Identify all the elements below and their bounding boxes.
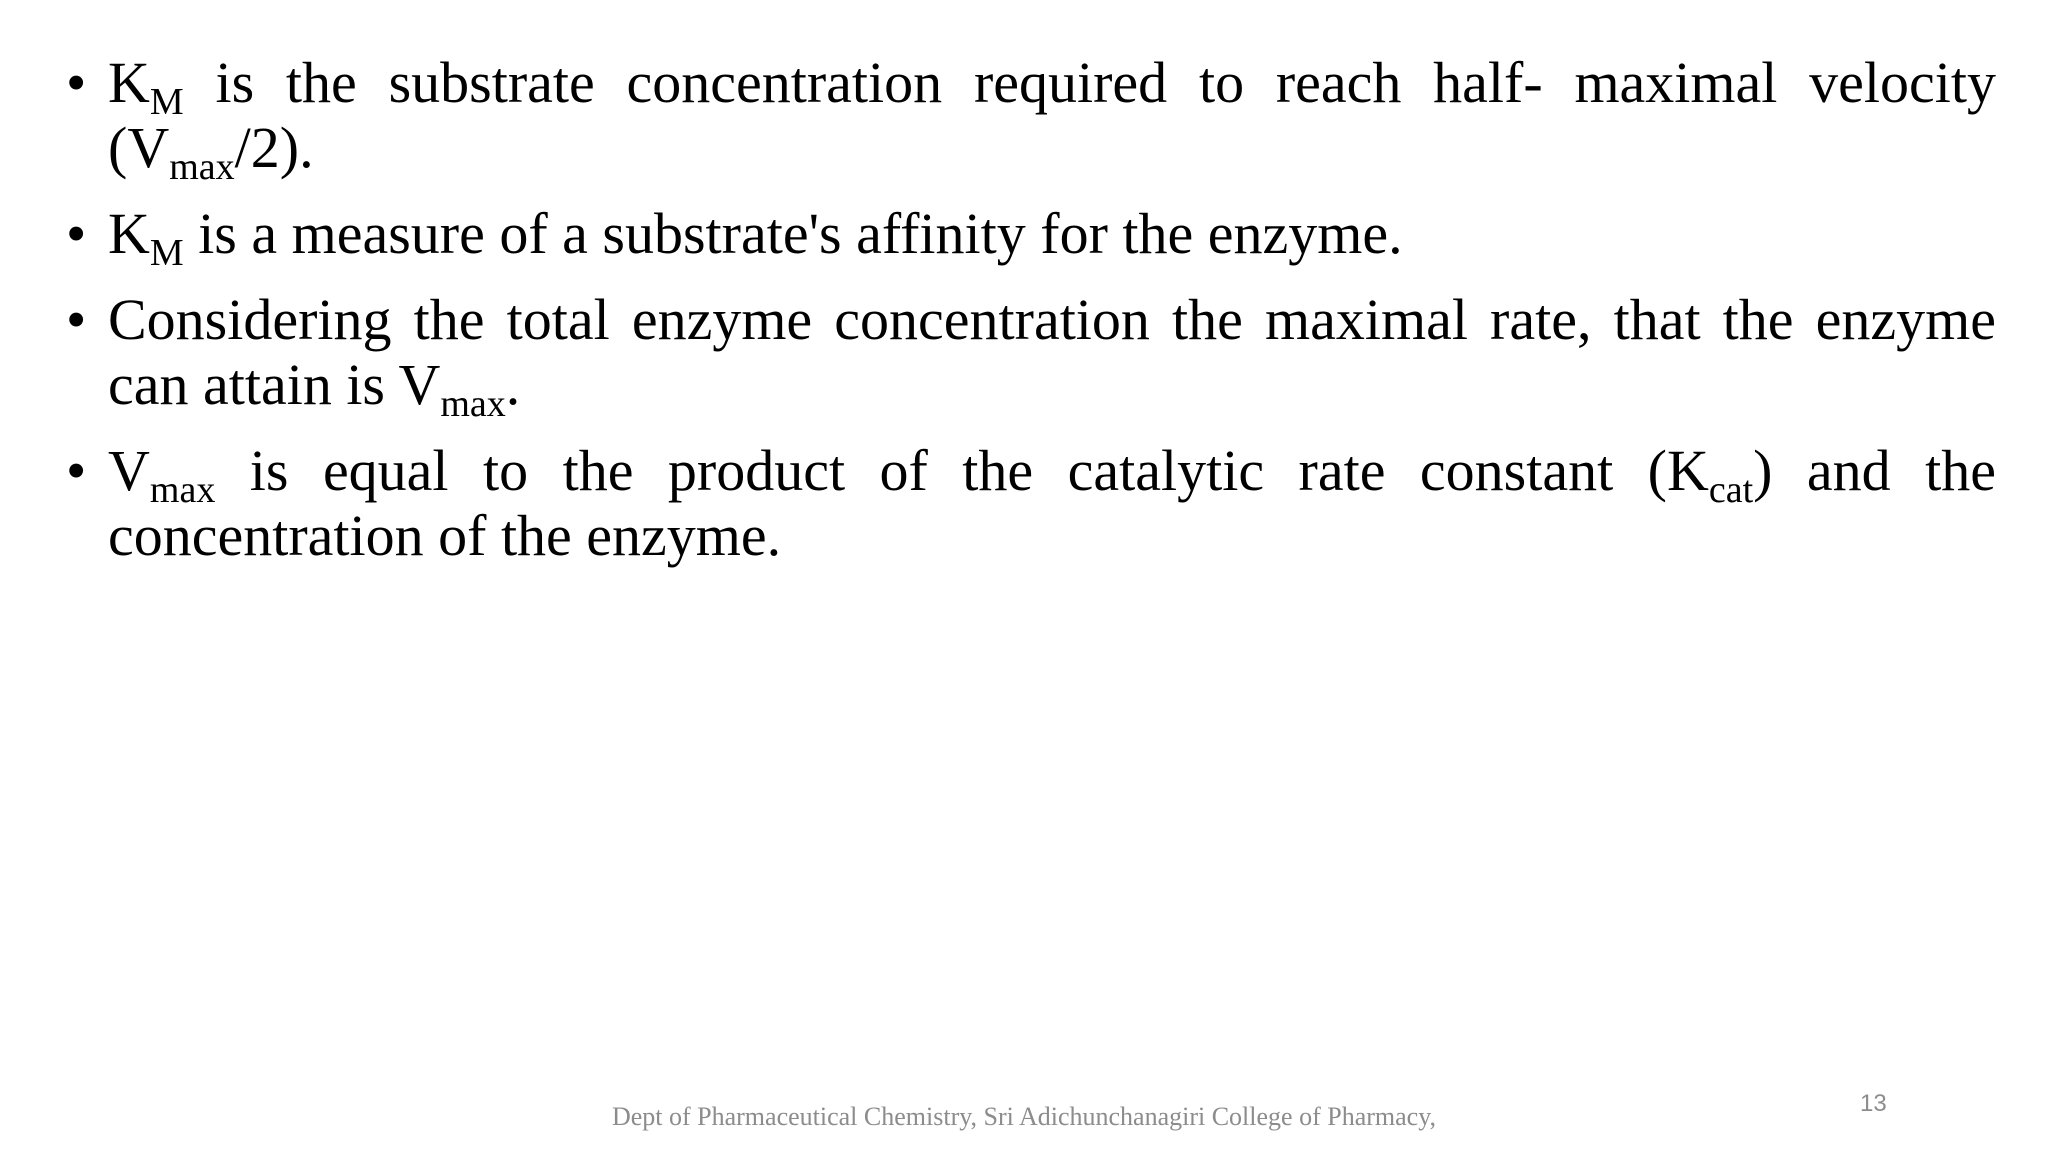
kcat-subscript: cat	[1708, 469, 1754, 511]
km-definition-text: is the substrate concentration required to reach half- maximal velocity (V	[108, 50, 1996, 180]
page-number: 13	[1860, 1090, 1887, 1117]
bullet-vmax-maximal-rate	[66, 287, 1996, 425]
bullet-symbol: •	[66, 50, 87, 115]
bullet-vmax-kcat	[66, 438, 1996, 568]
maximal-rate-text: Considering the total enzyme concentration the maximal rate, that the enzyme can attain is V	[108, 287, 1996, 417]
bullet-km-affinity	[66, 201, 1996, 274]
km-subscript: M	[149, 81, 184, 123]
vmax-symbol: V	[108, 438, 150, 503]
bullet-km-definition	[66, 50, 1996, 188]
slide-footer: Dept of Pharmaceutical Chemistry, Sri Adichunchanagiri College of Pharmacy,	[611, 1102, 1437, 1131]
maximal-rate-end: .	[505, 352, 521, 417]
km-symbol: K	[108, 50, 150, 115]
km-symbol: K	[108, 201, 150, 266]
bullet-symbol: •	[66, 287, 87, 352]
vmax-kcat-end: ) and the concentration of the enzyme.	[108, 438, 1996, 568]
bullet-symbol: •	[66, 201, 87, 266]
km-subscript: M	[149, 232, 184, 274]
km-definition-end: /2).	[234, 115, 314, 180]
vmax-subscript: max	[149, 469, 216, 511]
km-affinity-text: is a measure of a substrate's affinity for the enzyme.	[183, 201, 1403, 266]
vmax-kcat-text: is equal to the product of the catalytic rate constant (K	[215, 438, 1709, 503]
slide-content	[66, 50, 1996, 589]
vmax-subscript: max	[440, 383, 506, 425]
vmax-subscript: max	[169, 146, 235, 188]
bullet-list	[66, 50, 1996, 568]
bullet-symbol: •	[66, 438, 87, 503]
